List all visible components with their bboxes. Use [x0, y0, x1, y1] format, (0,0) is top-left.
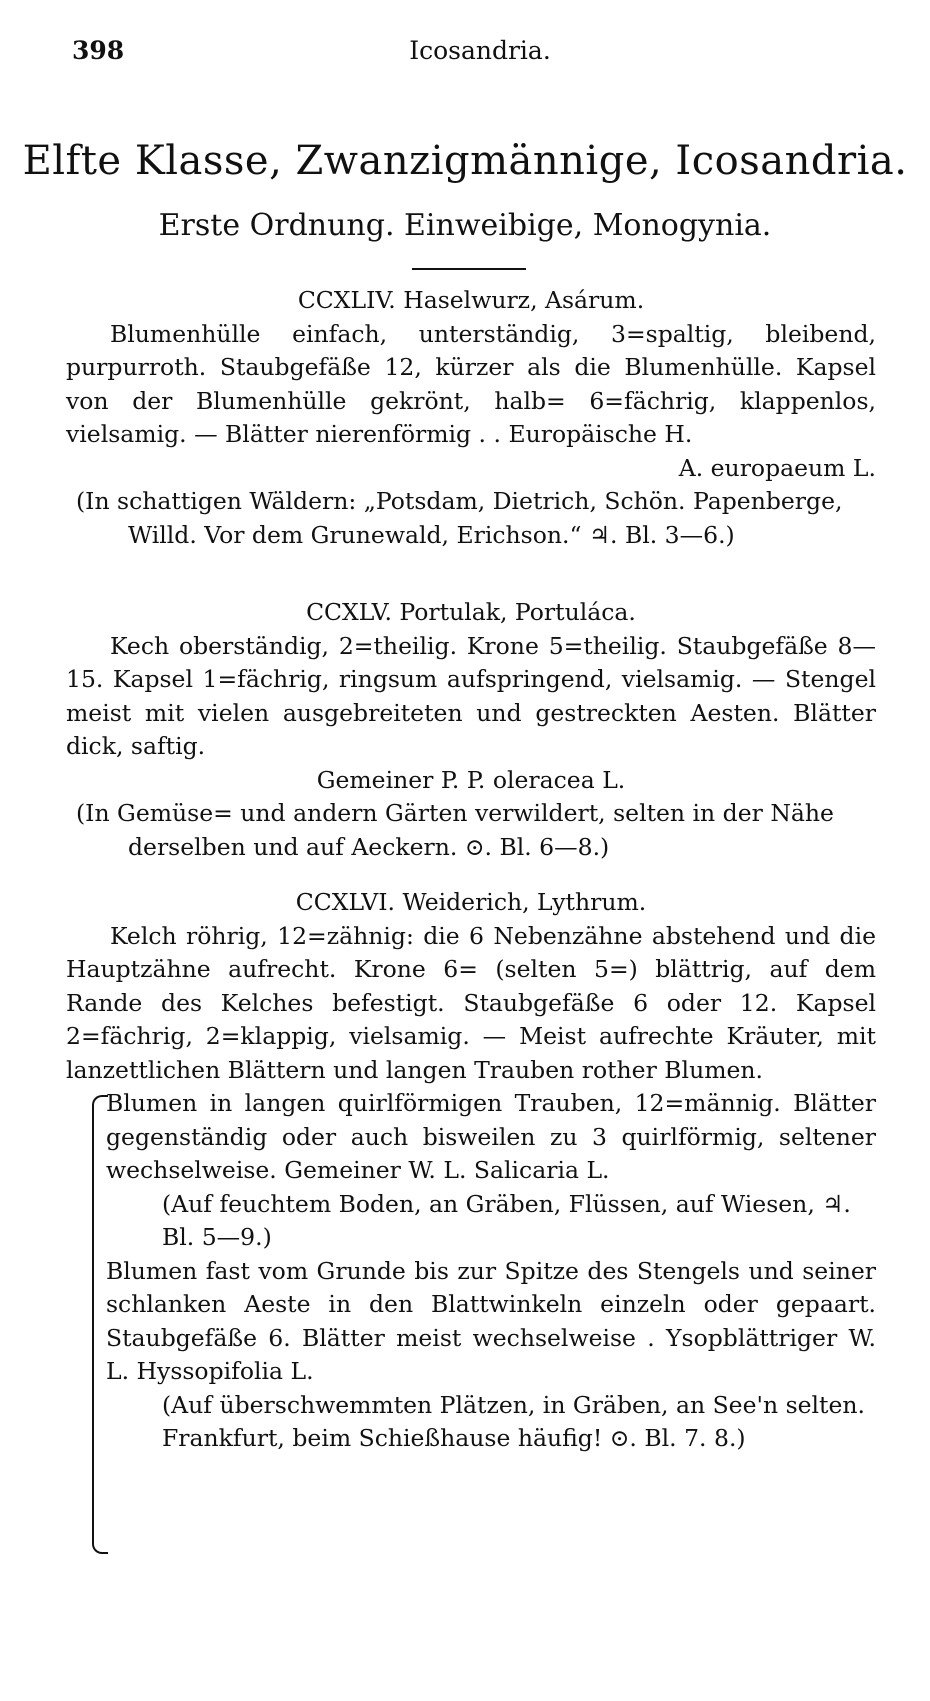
genus-description: Blumenhülle einfach, unterständig, 3=spaltig, bleibend, purpurroth. Staubgefäße 12, kürzer als die Blumenhülle. Kapsel von der Blumenhülle gekrönt, halb= 6=fächrig, klappenlos, vielsamig. — Blätter nierenförmig . . Europäische H. [66, 319, 876, 448]
habitat-note-a: (Auf feuchtem Boden, an Gräben, Flüssen, auf Wiesen, ♃. Bl. 5—9.) [162, 1189, 851, 1251]
genus-section-asarum [66, 284, 876, 552]
page-number: 398 [72, 36, 125, 65]
key-bracket [92, 1095, 108, 1554]
genus-section-lythrum [66, 886, 876, 1456]
divider-rule [412, 268, 526, 270]
genus-description: Kech oberständig, 2=theilig. Krone 5=theilig. Staubgefäße 8—15. Kapsel 1=fächrig, ringsum aufspringend, vielsamig. — Stengel meist mit vielen ausgebreiteten und gestreckten Aesten. Blätter dick, saftig. [66, 631, 876, 760]
key-option-a: Blumen in langen quirlförmigen Trauben, 12=männig. Blätter gegenständig oder auch bisweilen zu 3 quirlförmig, seltener wechselweise. Gemeiner W. L. Salicaria L. [106, 1089, 876, 1184]
running-title: Icosandria. [409, 36, 551, 65]
genus-heading: CCXLV. Portulak, Portuláca. [306, 598, 636, 626]
class-title: Elfte Klasse, Zwanzigmännige, Icosandria. [22, 138, 908, 184]
page-header [72, 36, 858, 72]
order-subtitle: Erste Ordnung. Einweibige, Monogynia. [158, 208, 772, 243]
genus-heading: CCXLIV. Haselwurz, Asárum. [297, 286, 645, 314]
species-name: Gemeiner P. P. oleracea L. [316, 765, 626, 794]
species-latin: A. europaeum L. [678, 453, 876, 482]
habitat-note: (In Gemüse= und andern Gärten verwildert, selten in der Nähe derselben und auf Aeckern. ⊙. Bl. 6—8.) [76, 799, 834, 861]
habitat-note-b: (Auf überschwemmten Plätzen, in Gräben, an See'n selten. Frankfurt, beim Schießhause häufig! ⊙. Bl. 7. 8.) [162, 1390, 866, 1452]
genus-section-portulaca [66, 596, 876, 864]
genus-description: Kelch röhrig, 12=zähnig: die 6 Nebenzähne abstehend und die Hauptzähne aufrecht. Krone 6= (selten 5=) blättrig, auf dem Rande des Kelches befestigt. Staubgefäße 6 oder 12. Kapsel 2=fächrig, 2=klappig, vielsamig. — Meist aufrechte Kräuter, mit lanzettlichen Blättern und langen Trauben rother Blumen. [66, 921, 876, 1084]
key-option-b: Blumen fast vom Grunde bis zur Spitze des Stengels und seiner schlanken Aeste in den Blattwinkeln einzeln oder gepaart. Staubgefäße 6. Blätter meist wechselweise . Ysopblättriger W. L. Hyssopifolia L. [106, 1256, 876, 1385]
habitat-note: (In schattigen Wäldern: „Potsdam, Dietrich, Schön. Papenberge, Willd. Vor dem Grunewald, Erichson.“ ♃. Bl. 3—6.) [76, 487, 843, 549]
species-key [66, 1087, 876, 1456]
genus-heading: CCXLVI. Weiderich, Lythrum. [295, 888, 647, 916]
